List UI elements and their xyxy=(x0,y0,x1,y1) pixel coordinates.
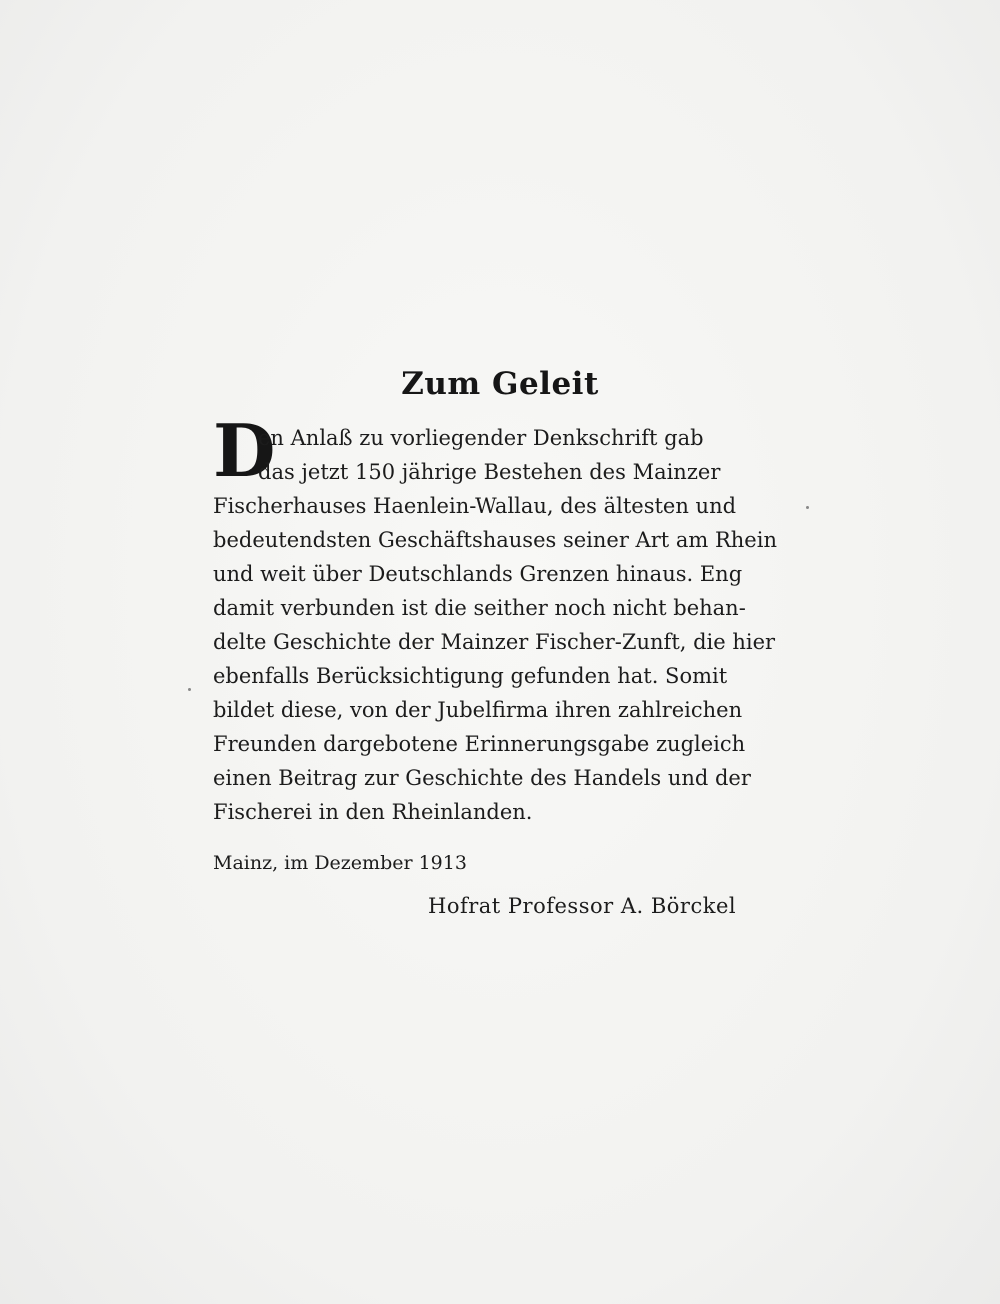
place-date: Mainz, im Dezember 1913 xyxy=(213,852,467,874)
paper-speck xyxy=(806,506,809,509)
text-line: Fischerei in den Rheinlanden. xyxy=(213,800,533,824)
text-line: bildet diese, von der Jubelfirma ihren zahlreichen xyxy=(213,698,743,722)
text-line: bedeutendsten Geschäftshauses seiner Art am Rhein xyxy=(213,528,777,552)
page-title: Zum Geleit xyxy=(401,366,599,402)
signature: Hofrat Professor A. Börckel xyxy=(428,894,737,918)
text-line: damit verbunden ist die seither noch nicht behan- xyxy=(213,596,746,620)
text-line: Fischerhauses Haenlein-Wallau, des ältesten und xyxy=(213,494,737,518)
text-line: das jetzt 150 jährige Bestehen des Mainzer xyxy=(258,460,721,484)
text-line: Freunden dargebotene Erinnerungsgabe zugleich xyxy=(213,732,746,756)
text-line: und weit über Deutschlands Grenzen hinaus. Eng xyxy=(213,562,743,586)
text-line: en Anlaß zu vorliegender Denkschrift gab xyxy=(258,426,704,450)
text-line: einen Beitrag zur Geschichte des Handels und der xyxy=(213,766,751,790)
text-line: ebenfalls Berücksichtigung gefunden hat. Somit xyxy=(213,664,728,688)
paper-speck xyxy=(188,688,191,691)
drop-capital: D xyxy=(213,408,276,493)
text-line: delte Geschichte der Mainzer Fischer-Zunft, die hier xyxy=(213,630,776,654)
